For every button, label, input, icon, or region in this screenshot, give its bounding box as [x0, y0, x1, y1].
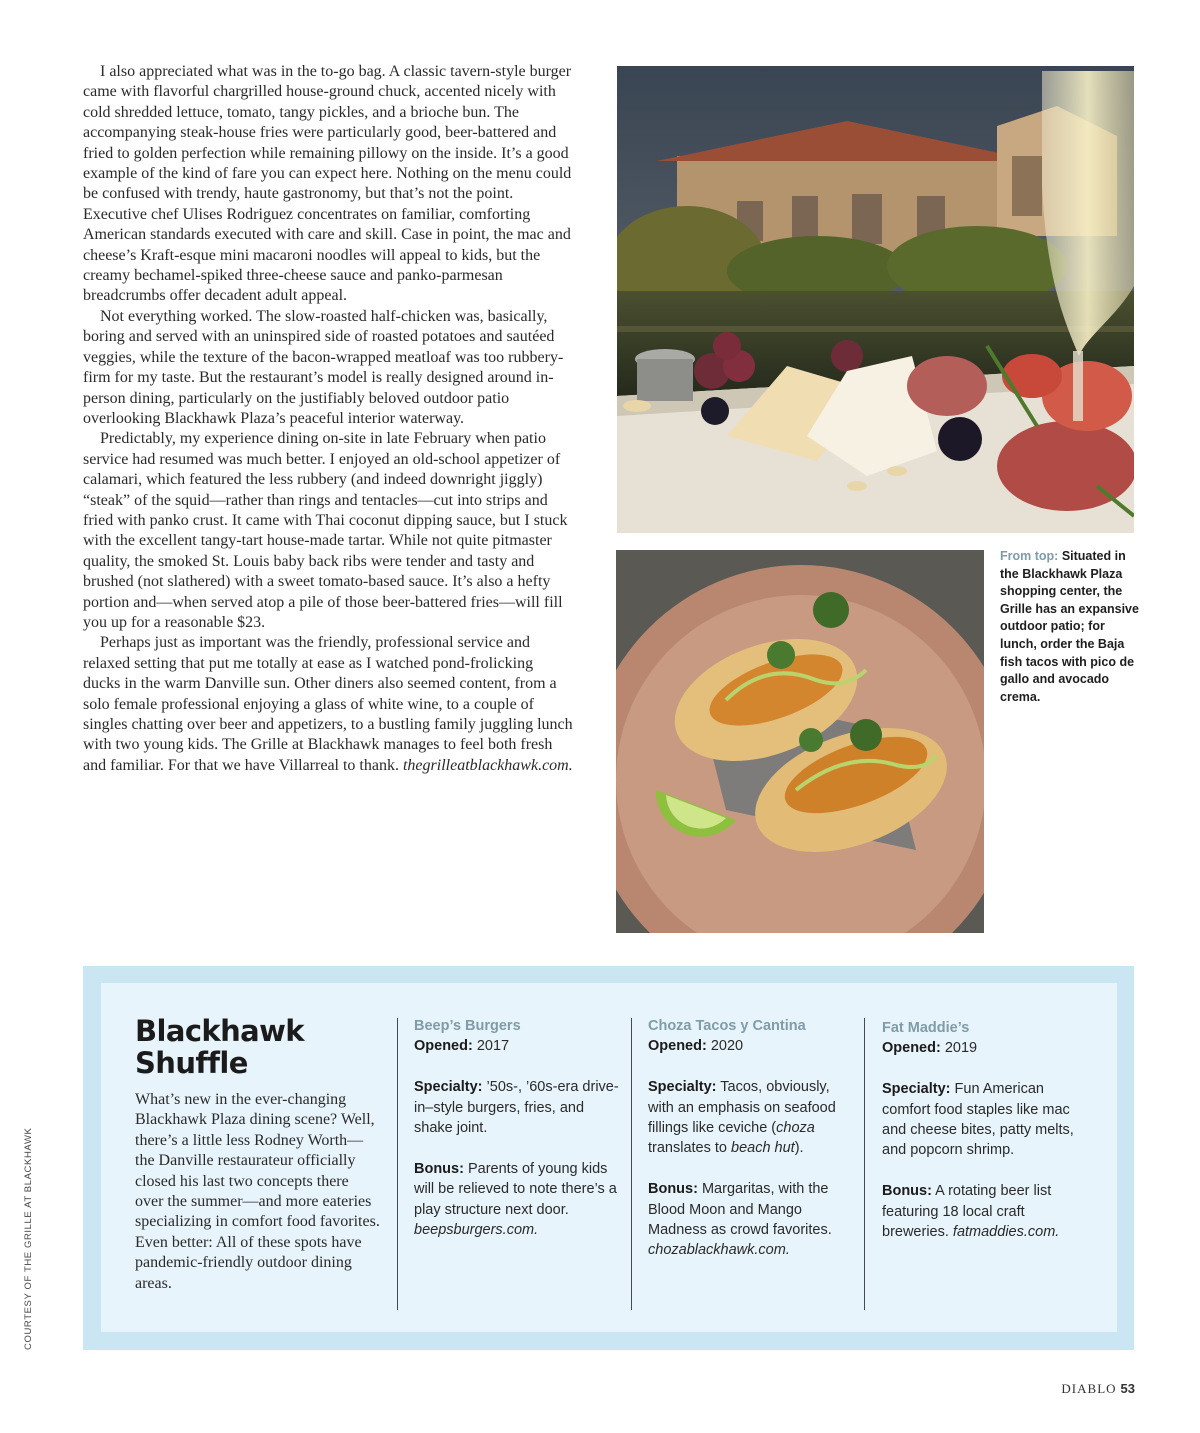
restaurant-beeps-burgers: [414, 1016, 619, 1240]
restaurant-url[interactable]: beepsburgers.com.: [414, 1222, 539, 1239]
magazine-name: DIABLO: [1061, 1381, 1117, 1396]
article-paragraph: Not everything worked. The slow-roasted half-chicken was, basically, boring and served with an uninspired side of roasted potatoes and sautéed veggies, while the texture of the bacon-wrapped meatloaf was too rubbery-firm for my taste. But the restaurant’s model is really designed around in-person dining, particularly on the justifiably beloved outdoor patio overlooking Blackhawk Plaza’s peaceful interior waterway.: [83, 307, 564, 427]
restaurant-url[interactable]: chozablackhawk.com.: [648, 1242, 790, 1259]
restaurant-choza-tacos: [648, 1016, 853, 1261]
caption-text: Situated in the Blackhawk Plaza shopping center, the Grille has an expansive outdoor patio; for lunch, order the Baja fish tacos with pico de gallo and avocado crema.: [1000, 549, 1139, 704]
page-folio: [1040, 1381, 1135, 1397]
restaurant-name: Fat Maddie’s: [882, 1020, 970, 1036]
column-divider: [397, 1018, 398, 1310]
restaurant-specialty: Specialty: ’50s-, ’60s-era drive-in–style burgers, fries, and shake joint.: [414, 1079, 619, 1137]
restaurant-url[interactable]: fatmaddies.com.: [952, 1224, 1060, 1241]
article-paragraph-last: Perhaps just as important was the friendly, professional service and relaxed setting that put me totally at ease as I watched pond-frolicking ducks in the warm Danville sun. Other diners also seemed content, from a solo female professional enjoying a glass of white wine, to a couple of singles chatting over beer and appetizers, to a bustling family juggling lunch with two young kids. The Grille at Blackhawk manages to feel both fresh and familiar. For that we have Villarreal to thank. thegrilleatblackhawk.com.: [83, 634, 573, 774]
restaurant-bonus: Bonus: Margaritas, with the Blood Moon and Mango Madness as crowd favorites. chozablackhawk.com.: [648, 1181, 832, 1259]
restaurant-bonus: Bonus: A rotating beer list featuring 18 local craft breweries. fatmaddies.com.: [882, 1183, 1060, 1241]
column-divider: [864, 1018, 865, 1310]
restaurant-specialty: Specialty: Tacos, obviously, with an emphasis on seafood fillings like ceviche (choza translates to beach hut).: [648, 1079, 836, 1157]
restaurant-specialty: Specialty: Fun American comfort food staples like mac and cheese bites, patty melts, and popcorn shrimp.: [882, 1081, 1074, 1159]
restaurant-bonus: Bonus: Parents of young kids will be relieved to note there’s a play structure next door. beepsburgers.com.: [414, 1160, 617, 1239]
page-number: 53: [1120, 1381, 1135, 1396]
photo-caption: [1000, 548, 1140, 706]
restaurant-opened: Opened: 2019: [882, 1040, 978, 1057]
restaurant-name: Beep’s Burgers: [414, 1018, 521, 1034]
charcuterie-photo: [617, 66, 1134, 533]
fish-tacos-illustration: [616, 550, 984, 933]
restaurant-name: Choza Tacos y Cantina: [648, 1018, 806, 1034]
restaurant-opened: Opened: 2017: [414, 1038, 510, 1055]
article-paragraph: Predictably, my experience dining on-site in late February when patio service had resumed was much better. I enjoyed an old-school appetizer of calamari, which featured the less rubbery (and indeed downright jiggly) “steak” of the squid—rather than rings and tentacles—cut into strips and fried with panko crust. It came with Thai coconut dipping sauce, but I stuck with the excellent tangy-tart house-made tartar. While not quite pitmaster quality, the smoked St. Louis baby back ribs were tender and tasty and brushed (not slathered) with a sweet tomato-based sauce. It’s also a hefty portion and—when served atop a pile of those beer-battered fries—will fill you up for a reasonable $23.: [83, 430, 568, 631]
column-divider: [631, 1018, 632, 1310]
fish-tacos-photo: [616, 550, 984, 933]
charcuterie-illustration: [617, 66, 1134, 533]
article-paragraph: I also appreciated what was in the to-go bag. A classic tavern-style burger came with flavorful chargrilled house-ground chuck, accented nicely with cold shredded lettuce, tomato, tangy pickles, and a brioche bun. The accompanying steak-house fries were particularly good, beer-battered and fried to golden perfection while remaining pillowy on the inside. It’s a good example of the kind of fare you can expect here. Nothing on the menu could be confused with trendy, haute gastronomy, but that’s not the point. Executive chef Ulises Rodriguez concentrates on familiar, comforting American standards executed with care and skill. Case in point, the mac and cheese’s Kraft-esque mini macaroni noodles will appeal to kids, but the creamy bechamel-spiked three-cheese sauce and panko-parmesan breadcrumbs offer decadent adult appeal.: [83, 63, 572, 305]
restaurant-opened: Opened: 2020: [648, 1038, 744, 1055]
sidebar-intro: What’s new in the ever-changing Blackhawk Plaza dining scene? Well, there’s a little less Rodney Worth—the Danville restaurateur officially closed his last two concepts there over the summer—and more eateries specializing in comfort food favorites. Even better: All of these spots have pandemic-friendly outdoor dining areas.: [135, 1091, 380, 1292]
caption-lead: From top:: [1000, 549, 1059, 563]
photo-credit: COURTESY OF THE GRILLE AT BLACKHAWK: [23, 1127, 34, 1350]
article-url[interactable]: thegrilleatblackhawk.com.: [402, 756, 573, 774]
sidebar-title: Blackhawk Shuffle: [135, 1014, 304, 1080]
article-body: [83, 62, 573, 776]
restaurant-fat-maddies: [882, 1018, 1082, 1242]
